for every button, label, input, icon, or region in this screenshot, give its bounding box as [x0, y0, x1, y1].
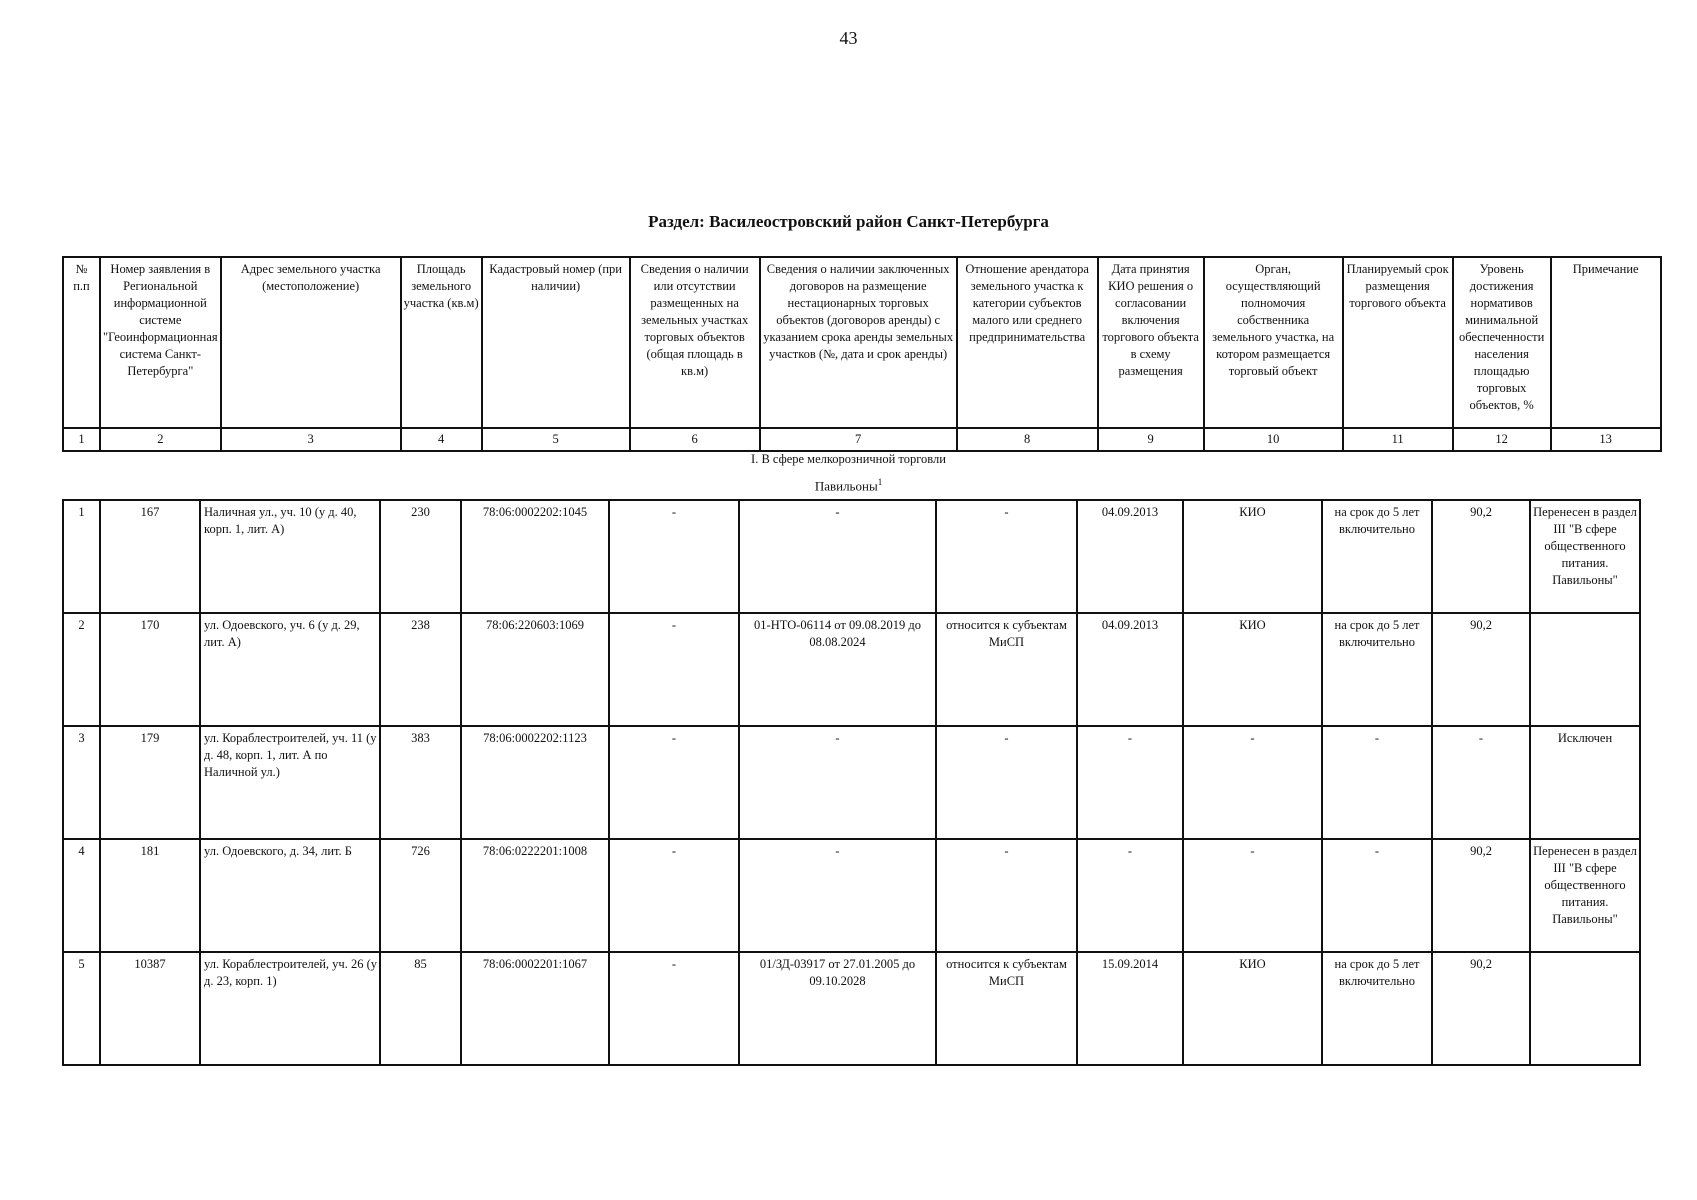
column-number: 9 — [1098, 428, 1204, 451]
table-cell: - — [936, 726, 1077, 839]
table-cell: Перенесен в раздел III "В сфере общественного питания. Павильоны" — [1530, 500, 1640, 613]
table-cell: относится к субъектам МиСП — [936, 952, 1077, 1065]
column-number: 13 — [1551, 428, 1661, 451]
table-cell: - — [609, 839, 739, 952]
table-cell: - — [609, 500, 739, 613]
table-cell — [1530, 952, 1640, 1065]
column-header: Сведения о наличии заключенных договоров на размещение нестационарных торговых объектов (договоров аренды) с указанием срока аренды земельных участков (№, дата и срок аренды) — [760, 257, 957, 428]
column-header: Адрес земельного участка (местоположение) — [221, 257, 401, 428]
table-cell: 15.09.2014 — [1077, 952, 1183, 1065]
table-cell — [1530, 613, 1640, 726]
column-number: 3 — [221, 428, 401, 451]
table-cell: 04.09.2013 — [1077, 500, 1183, 613]
footnote-marker: 1 — [877, 477, 883, 487]
column-number: 11 — [1343, 428, 1453, 451]
table-cell: 10387 — [100, 952, 200, 1065]
column-header: Орган, осуществляющий полномочия собственника земельного участка, на котором размещается торговый объект — [1204, 257, 1343, 428]
column-number: 8 — [957, 428, 1098, 451]
table-cell: ул. Одоевского, д. 34, лит. Б — [200, 839, 380, 952]
table-cell: 230 — [380, 500, 461, 613]
table-row — [63, 839, 1640, 952]
table-cell: 179 — [100, 726, 200, 839]
table-cell: на срок до 5 лет включительно — [1322, 500, 1432, 613]
table-cell: 2 — [63, 613, 100, 726]
table-cell: КИО — [1183, 500, 1322, 613]
table-cell: 04.09.2013 — [1077, 613, 1183, 726]
table-cell: - — [936, 839, 1077, 952]
table-cell: - — [936, 500, 1077, 613]
table-cell: - — [1432, 726, 1530, 839]
table-cell: - — [739, 839, 936, 952]
table-cell: ул. Кораблестроителей, уч. 26 (у д. 23, корп. 1) — [200, 952, 380, 1065]
column-number: 1 — [63, 428, 100, 451]
table-cell: относится к субъектам МиСП — [936, 613, 1077, 726]
table-cell: 383 — [380, 726, 461, 839]
table-cell: 167 — [100, 500, 200, 613]
column-number: 10 — [1204, 428, 1343, 451]
page-number: 43 — [839, 28, 858, 48]
table-cell: - — [609, 613, 739, 726]
column-header: Номер заявления в Региональной информационной системе "Геоинформационная система Санкт-Петербурга" — [100, 257, 221, 428]
table-cell: 4 — [63, 839, 100, 952]
table-row — [63, 500, 1640, 613]
table-cell: - — [739, 726, 936, 839]
column-header: Отношение арендатора земельного участка к категории субъектов малого или среднего предпринимательства — [957, 257, 1098, 428]
column-header: Дата принятия КИО решения о согласовании включения торгового объекта в схему размещения — [1098, 257, 1204, 428]
table-cell: Наличная ул., уч. 10 (у д. 40, корп. 1, лит. А) — [200, 500, 380, 613]
table-cell: 78:06:0002202:1045 — [461, 500, 609, 613]
column-number: 6 — [630, 428, 760, 451]
table-cell: 78:06:0002202:1123 — [461, 726, 609, 839]
table-row — [63, 613, 1640, 726]
column-number: 7 — [760, 428, 957, 451]
column-number-row — [63, 428, 1661, 451]
data-table — [62, 499, 1641, 1066]
table-cell: 238 — [380, 613, 461, 726]
section-title: Раздел: Василеостровский район Санкт-Петербурга — [648, 212, 1049, 231]
table-cell: 5 — [63, 952, 100, 1065]
table-cell: 1 — [63, 500, 100, 613]
table-cell: 90,2 — [1432, 613, 1530, 726]
table-cell: 78:06:0002201:1067 — [461, 952, 609, 1065]
column-number: 4 — [401, 428, 482, 451]
table-cell: - — [1183, 839, 1322, 952]
table-cell: - — [1322, 726, 1432, 839]
column-header: Кадастровый номер (при наличии) — [482, 257, 630, 428]
table-cell: КИО — [1183, 613, 1322, 726]
table-cell: ул. Кораблестроителей, уч. 11 (у д. 48, корп. 1, лит. А по Наличной ул.) — [200, 726, 380, 839]
table-cell: 3 — [63, 726, 100, 839]
column-number: 5 — [482, 428, 630, 451]
column-header: Уровень достижения нормативов минимальной обеспеченности населения площадью торговых объектов, % — [1453, 257, 1551, 428]
subsubsection-label: Павильоны — [814, 478, 878, 494]
column-number: 2 — [100, 428, 221, 451]
table-cell: 01/ЗД-03917 от 27.01.2005 до 09.10.2028 — [739, 952, 936, 1065]
table-cell: 90,2 — [1432, 500, 1530, 613]
table-cell: 01-НТО-06114 от 09.08.2019 до 08.08.2024 — [739, 613, 936, 726]
table-cell: 181 — [100, 839, 200, 952]
header-table — [62, 256, 1662, 452]
table-cell: - — [1322, 839, 1432, 952]
table-cell: ул. Одоевского, уч. 6 (у д. 29, лит. А) — [200, 613, 380, 726]
table-cell: 90,2 — [1432, 952, 1530, 1065]
table-row — [63, 952, 1640, 1065]
table-cell: - — [1077, 726, 1183, 839]
column-header: Примечание — [1551, 257, 1661, 428]
table-cell: - — [609, 726, 739, 839]
table-cell: - — [1183, 726, 1322, 839]
column-header: № п.п — [63, 257, 100, 428]
table-cell: - — [739, 500, 936, 613]
column-header-row — [63, 257, 1661, 428]
table-cell: Исключен — [1530, 726, 1640, 839]
table-cell: Перенесен в раздел III "В сфере общественного питания. Павильоны" — [1530, 839, 1640, 952]
table-cell: - — [609, 952, 739, 1065]
column-header: Площадь земельного участка (кв.м) — [401, 257, 482, 428]
subsubsection-heading — [0, 477, 1697, 494]
table-cell: 90,2 — [1432, 839, 1530, 952]
column-header: Планируемый срок размещения торгового объекта — [1343, 257, 1453, 428]
table-cell: КИО — [1183, 952, 1322, 1065]
table-cell: 85 — [380, 952, 461, 1065]
table-cell: 170 — [100, 613, 200, 726]
table-cell: - — [1077, 839, 1183, 952]
table-row — [63, 726, 1640, 839]
subsection-heading: I. В сфере мелкорозничной торговли — [751, 452, 946, 466]
column-number: 12 — [1453, 428, 1551, 451]
column-header: Сведения о наличии или отсутствии размещенных на земельных участках торговых объектов (общая площадь в кв.м) — [630, 257, 760, 428]
table-cell: на срок до 5 лет включительно — [1322, 613, 1432, 726]
table-cell: на срок до 5 лет включительно — [1322, 952, 1432, 1065]
table-cell: 726 — [380, 839, 461, 952]
table-cell: 78:06:220603:1069 — [461, 613, 609, 726]
table-cell: 78:06:0222201:1008 — [461, 839, 609, 952]
